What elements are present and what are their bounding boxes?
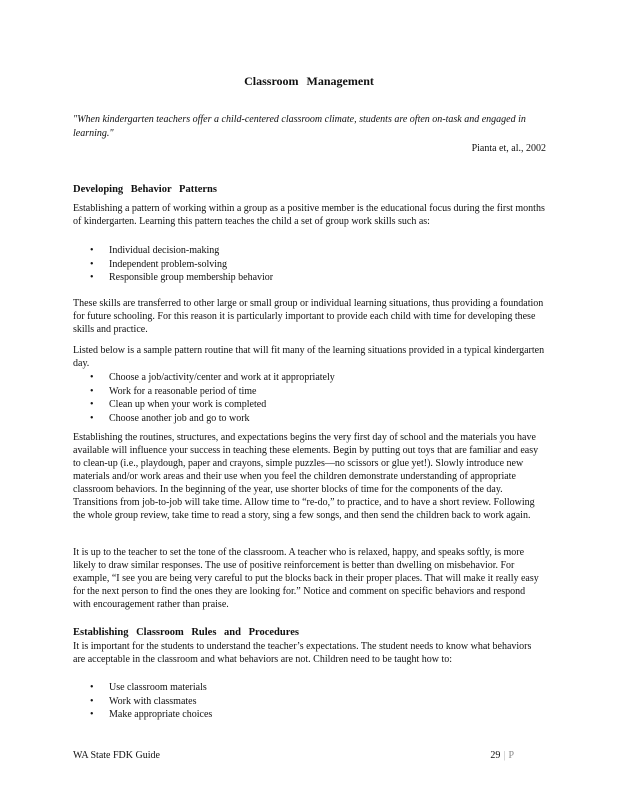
paragraph-skills-transfer: These skills are transferred to other large or small group or individual learning situations, thus providing a foundation for future schooling. For this reason it is particularly important to provide each child with time for developing these skills and practice. <box>73 298 544 335</box>
list-item: • Choose a job/activity/center and work at it appropriately <box>90 371 530 385</box>
page-title: Classroom Management <box>244 74 374 88</box>
section-heading-rules-procedures: Establishing Classroom Rules and Procedures <box>73 627 299 638</box>
paragraph-establishing-routines: Establishing the routines, structures, and expectations begins the very first day of school and the materials you have available will influence your success in teaching these elements. Begin by putting out toys that are familiar and easy to clean‐up (i.e., playdough, paper and crayons, simple puzzles—no scissors or glue yet!). Slowly introduce new materials and/or work areas and their use when you feel the children demonstrate understanding of appropriate classroom behaviors. In the beginning of the year, use shorter blocks of time for the components of the day. Transitions from job‐to‐job will take time. Allow time to “re‐do,” to practice, and to have a short review. Following the whole group review, take time to read a story, sing a few songs, and then send the children back to work again. <box>73 432 539 521</box>
list-item: • Choose another job and go to work <box>90 412 530 426</box>
footer-guide-name: WA State FDK Guide <box>73 750 160 761</box>
list-item: • Individual decision‐making <box>90 244 530 258</box>
how-to-list <box>90 681 530 722</box>
paragraph-sample-routine: Listed below is a sample pattern routine that will fit many of the learning situations provided in a typical kindergarten day. <box>73 345 545 369</box>
paragraph-teacher-tone: It is up to the teacher to set the tone of the classroom. A teacher who is relaxed, happy, and speaks softly, is more likely to draw similar responses. The use of positive reinforcement is better than dwelling on misbehavior. For example, “I see you are being very careful to put the blocks back in their proper places. That will make it really easy for the next person to find the ones they are looking for.” Notice and comment on specific behaviors and respond with encouragement rather than praise. <box>73 547 539 610</box>
list-item: • Use classroom materials <box>90 681 530 695</box>
list-item: • Clean up when your work is completed <box>90 398 530 412</box>
section-heading-developing-behavior-patterns: Developing Behavior Patterns <box>73 184 217 195</box>
footer-page-number <box>490 749 514 762</box>
paragraph-expectations: It is important for the students to understand the teacher’s expectations. The student needs to know what behaviors are acceptable in the classroom and what behaviors are not. Children need to be taught how to: <box>73 641 532 665</box>
quote-citation: Pianta et, al., 2002 <box>471 143 546 154</box>
page-number: 29 <box>490 750 501 761</box>
skills-list <box>90 244 530 285</box>
epigraph-quote: "When kindergarten teachers offer a child‐centered classroom climate, students are often on‐task and engaged in learning." <box>73 114 526 139</box>
list-item: • Work with classmates <box>90 695 530 709</box>
list-item: • Responsible group membership behavior <box>90 271 530 285</box>
paragraph-intro: Establishing a pattern of working within a group as a positive member is the educational focus during the first months of kindergarten. Learning this pattern teaches the child a set of group work skills such as: <box>73 203 545 227</box>
list-item: • Work for a reasonable period of time <box>90 385 530 399</box>
page-label: P <box>508 750 514 761</box>
list-item: • Independent problem‐solving <box>90 258 530 272</box>
list-item: • Make appropriate choices <box>90 708 530 722</box>
page-separator: | <box>503 750 506 761</box>
routine-list <box>90 371 530 426</box>
